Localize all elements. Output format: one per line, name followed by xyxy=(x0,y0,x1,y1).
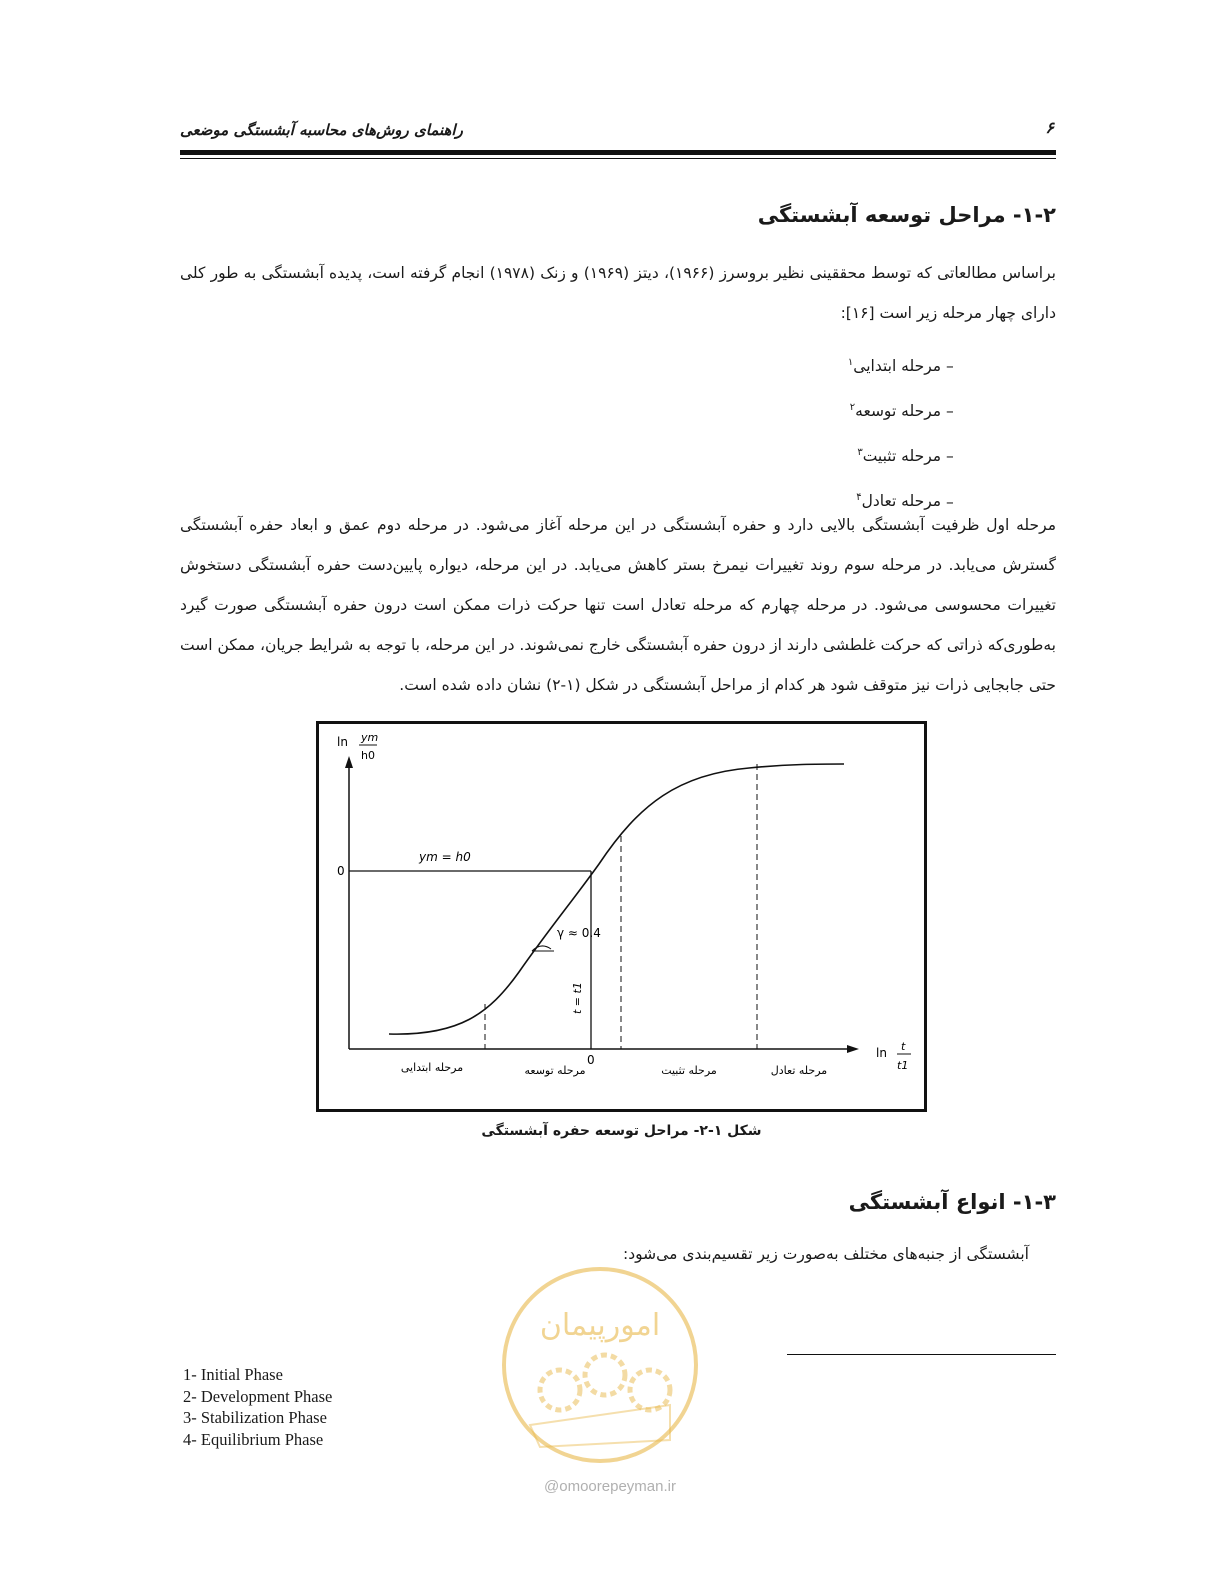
intro-paragraph: براساس مطالعاتی که توسط محققینی نظیر بروسرز (۱۹۶۶)، دیتز (۱۹۶۹) و زنک (۱۹۷۸) انجام گرفته است، پدیده آبشستگی به طور کلی دارای چهار مرحله زیر است [۱۶]: xyxy=(180,264,1056,322)
phase-label-equilibrium: مرحله تعادل xyxy=(770,1064,828,1077)
svg-text:امورپیمان: امورپیمان xyxy=(539,1308,661,1343)
list-item: – مرحله تعادل$^۴$ xyxy=(856,492,954,511)
equation-label: ym = h0 xyxy=(419,850,471,864)
y-axis-denominator: h0 xyxy=(361,749,375,762)
gamma-label: γ ≈ 0.4 xyxy=(557,926,601,940)
list-item: – مرحله تثبیت$^۳$ xyxy=(857,447,954,466)
x-axis-numerator: t xyxy=(901,1040,906,1053)
x-axis-denominator: t1 xyxy=(897,1059,909,1072)
footnote: 3- Stabilization Phase xyxy=(183,1408,327,1427)
body-paragraph: مرحله اول ظرفیت آبشستگی بالایی دارد و حفره آبشستگی در این مرحله آغاز می‌شود. در مرحله دوم عمق و ابعاد حفره آبشستگی گسترش می‌یابد. در مرحله سوم روند تغییرات نیمرخ بستر کاهش می‌یابد. در این مرحله، دیواره پایین‌دست حفره آبشستگی دستخوش تغییرات محسوسی می‌شود. در مرحله چهارم که مرحله تعادل است تنها حرکت ذرات ممکن است درون حفره آبشستگی صورت گیرد به‌طوری‌که ذراتی که حرکت غلطشی دارند از درون حفره آبشستگی خارج نمی‌شوند. در این مرحله، با توجه به شرایط جریان، ممکن است حتی جابجایی ذرات نیز متوقف شود هر کدام از مراحل آبشستگی در شکل (۱-۲) نشان داده شده است. xyxy=(180,516,1056,694)
footnotes xyxy=(183,1364,332,1450)
footnote: 4- Equilibrium Phase xyxy=(183,1429,324,1449)
header-rule-thick xyxy=(180,150,1056,155)
x-zero-label: 0 xyxy=(587,1053,595,1067)
figure-caption: شکل ۱-۲- مراحل توسعه حفره آبشستگی xyxy=(481,1123,762,1139)
y-axis-numerator: ym xyxy=(361,731,379,744)
types-intro: آبشستگی از جنبه‌های مختلف به‌صورت زیر تقسیم‌بندی می‌شود: xyxy=(623,1245,1029,1263)
phase-label-development: مرحله توسعه xyxy=(524,1064,586,1077)
section-heading-types: ۱-۳- انواع آبشستگی xyxy=(848,1190,1056,1214)
x-axis-ln: ln xyxy=(876,1046,887,1060)
x-axis-arrow xyxy=(847,1045,859,1053)
section-heading: ۱-۲- مراحل توسعه آبشستگی xyxy=(757,203,1056,227)
y-axis-ln: ln xyxy=(337,735,348,749)
scour-curve xyxy=(389,764,844,1034)
header-rule-thin xyxy=(180,158,1056,159)
running-title: راهنمای روش‌های محاسبه آبشستگی موضعی xyxy=(180,121,463,139)
page-number: ۶ xyxy=(1045,118,1054,137)
phase-label-initial: مرحله ابتدایی xyxy=(400,1061,464,1074)
t-equals-t1-label: t = t1 xyxy=(571,982,584,1014)
y-zero-label: 0 xyxy=(337,864,345,878)
scour-stages-diagram xyxy=(319,724,924,1109)
list-item: – مرحله توسعه$^۲$ xyxy=(849,402,954,421)
list-item: – مرحله ابتدایی$^۱$ xyxy=(847,357,954,376)
phase-label-stabilization: مرحله تثبیت xyxy=(661,1064,717,1077)
scour-stages-figure xyxy=(316,721,927,1112)
phase-list xyxy=(574,342,974,523)
footnote-rule xyxy=(787,1354,1056,1355)
y-axis-arrow xyxy=(345,756,353,768)
watermark-logo xyxy=(500,1265,700,1465)
watermark-site: @omoorepeyman.ir xyxy=(544,1478,676,1495)
footnote: 1- Initial Phase xyxy=(183,1365,283,1384)
footnote: 2- Development Phase xyxy=(183,1386,333,1406)
